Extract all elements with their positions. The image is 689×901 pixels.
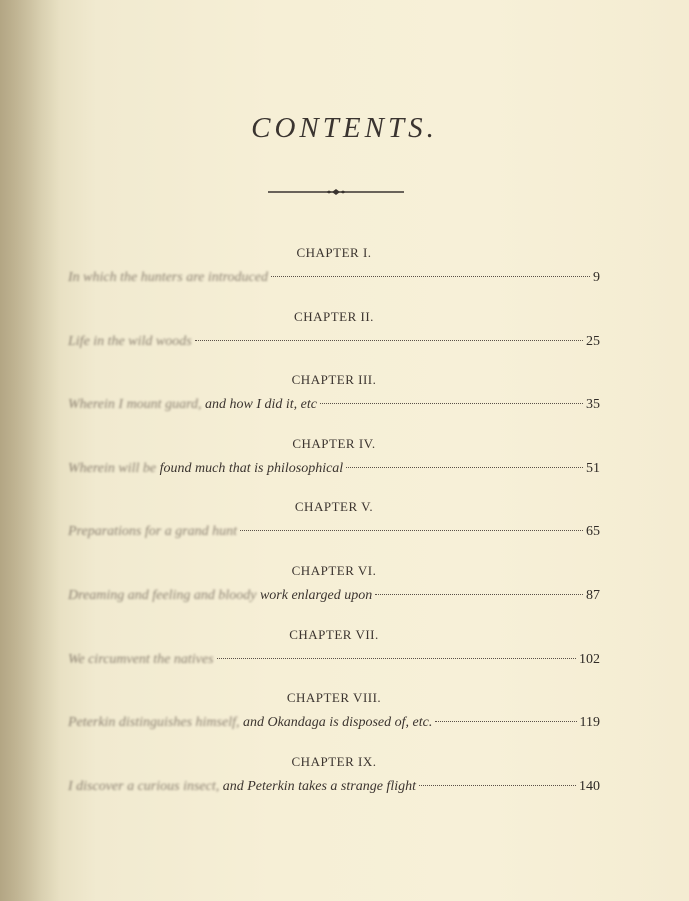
chapter-title-faded: Wherein will be <box>68 460 160 476</box>
chapter-title <box>68 461 343 477</box>
table-of-contents <box>68 240 600 812</box>
toc-chapter <box>68 622 600 686</box>
chapter-title-faded: I discover a curious insect, <box>68 778 223 794</box>
chapter-title <box>68 715 432 731</box>
dot-leader <box>320 403 583 404</box>
toc-entry[interactable] <box>68 524 600 540</box>
chapter-title-faded: In which the hunters are introduced <box>68 270 268 285</box>
chapter-title-faded: Life in the wild woods <box>68 333 192 349</box>
toc-entry[interactable] <box>68 397 600 413</box>
page-number: 119 <box>579 715 600 731</box>
toc-entry[interactable] <box>68 334 600 350</box>
toc-entry[interactable] <box>68 461 600 477</box>
toc-chapter <box>68 494 600 558</box>
chapter-heading: CHAPTER II. <box>294 308 374 324</box>
chapter-title <box>68 334 192 350</box>
toc-chapter <box>68 431 600 495</box>
dot-leader <box>195 340 583 341</box>
dot-leader <box>419 785 576 786</box>
chapter-heading: CHAPTER V. <box>294 499 374 515</box>
dot-leader <box>346 467 583 468</box>
toc-chapter <box>68 558 600 622</box>
dot-leader <box>375 594 583 595</box>
toc-chapter <box>68 240 600 304</box>
chapter-title-clear: found much that is philosophical <box>159 460 344 476</box>
chapter-title-faded: Wherein I mount guard, <box>68 397 205 413</box>
chapter-title-faded: Dreaming and feeling and bloody <box>68 587 260 603</box>
dot-leader <box>271 276 590 277</box>
chapter-title-faded: Preparations for a grand hunt <box>68 524 238 540</box>
chapter-title <box>68 652 214 668</box>
toc-entry[interactable] <box>68 270 600 286</box>
chapter-title <box>68 270 268 286</box>
toc-entry[interactable] <box>68 652 600 668</box>
dot-leader <box>435 721 576 722</box>
chapter-title <box>68 397 317 413</box>
toc-chapter <box>68 749 600 813</box>
page-number: 102 <box>579 651 600 667</box>
page-number: 140 <box>579 778 600 794</box>
chapter-title-clear: work enlarged upon <box>259 587 373 603</box>
page-number: 87 <box>586 587 600 603</box>
toc-entry[interactable] <box>68 588 600 604</box>
chapter-heading: CHAPTER I. <box>296 245 372 260</box>
chapter-title <box>68 524 237 540</box>
chapter-title-clear: and Okandaga is disposed of, etc. <box>242 715 433 731</box>
ornamental-divider <box>268 187 404 197</box>
toc-chapter <box>68 304 600 368</box>
chapter-title-clear: and how I did it, etc <box>205 397 317 413</box>
chapter-title-faded: Peterkin distinguishes himself, <box>68 715 243 731</box>
chapter-heading: CHAPTER VIII. <box>286 690 382 706</box>
dot-leader <box>217 658 576 659</box>
chapter-heading: CHAPTER IV. <box>292 435 376 451</box>
toc-chapter <box>68 685 600 749</box>
page-number: 35 <box>586 397 600 413</box>
chapter-heading: CHAPTER IX. <box>291 753 377 769</box>
chapter-heading: CHAPTER VI. <box>291 562 377 578</box>
chapter-title-clear: and Peterkin takes a strange flight <box>222 778 416 794</box>
chapter-title <box>68 588 372 604</box>
page-number: 65 <box>586 524 600 540</box>
chapter-title <box>68 779 416 795</box>
toc-chapter <box>68 367 600 431</box>
toc-entry[interactable] <box>68 715 600 731</box>
page-number: 51 <box>586 460 600 476</box>
page-number: 25 <box>586 333 600 349</box>
toc-entry[interactable] <box>68 779 600 795</box>
page-number: 9 <box>593 270 600 285</box>
chapter-heading: CHAPTER III. <box>291 372 377 388</box>
dot-leader <box>240 530 583 531</box>
chapter-heading: CHAPTER VII. <box>289 626 379 642</box>
page-title: CONTENTS. <box>251 112 438 144</box>
chapter-title-faded: We circumvent the natives <box>68 651 214 667</box>
